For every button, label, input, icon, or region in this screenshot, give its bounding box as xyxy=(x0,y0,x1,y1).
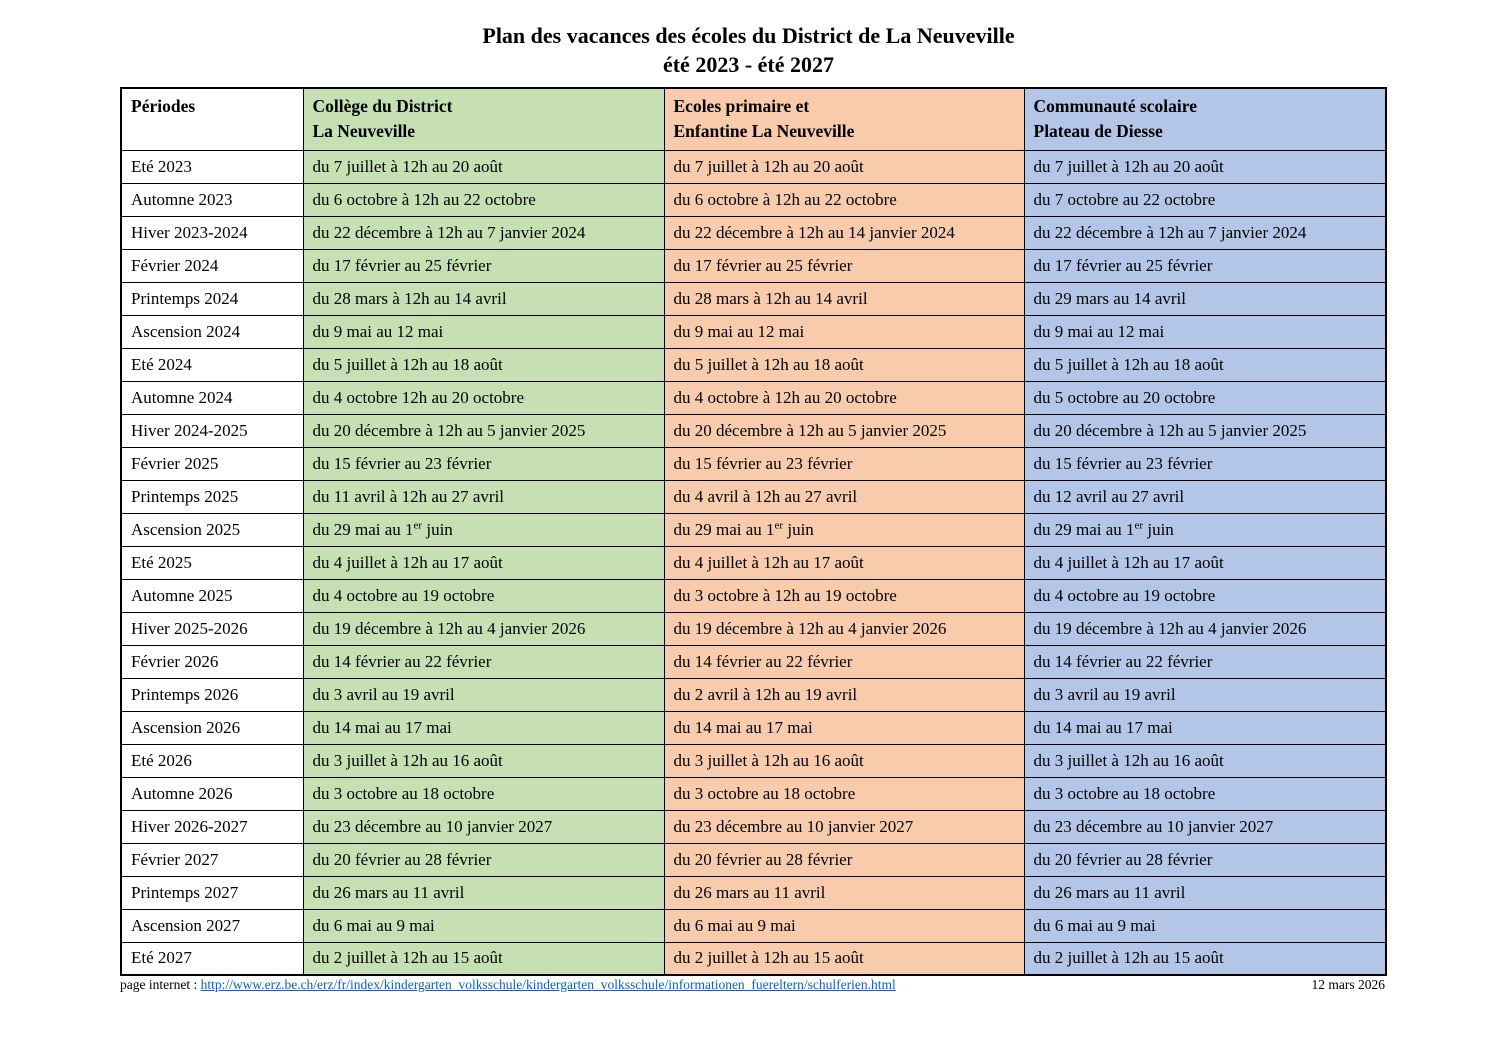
ecoles-cell: du 3 juillet à 12h au 16 août xyxy=(664,744,1024,777)
ecoles-cell: du 7 juillet à 12h au 20 août xyxy=(664,150,1024,183)
column-header-label: Communauté scolaire xyxy=(1033,96,1197,116)
college-cell: du 4 octobre au 19 octobre xyxy=(303,579,664,612)
ecoles-cell: du 3 octobre au 18 octobre xyxy=(664,777,1024,810)
ecoles-cell: du 26 mars au 11 avril xyxy=(664,876,1024,909)
periode-cell: Ascension 2026 xyxy=(121,711,303,744)
table-row xyxy=(121,381,1386,414)
college-cell: du 23 décembre au 10 janvier 2027 xyxy=(303,810,664,843)
college-cell: du 29 mai au 1er juin xyxy=(303,513,664,546)
college-cell: du 22 décembre à 12h au 7 janvier 2024 xyxy=(303,216,664,249)
ecoles-cell: du 3 octobre à 12h au 19 octobre xyxy=(664,579,1024,612)
column-header-label: Plateau de Diesse xyxy=(1033,121,1163,141)
communaute-cell: du 3 octobre au 18 octobre xyxy=(1024,777,1386,810)
vacation-schedule-table xyxy=(120,87,1387,976)
communaute-cell: du 4 octobre au 19 octobre xyxy=(1024,579,1386,612)
table-row xyxy=(121,711,1386,744)
ecoles-cell: du 22 décembre à 12h au 14 janvier 2024 xyxy=(664,216,1024,249)
column-header-ecoles xyxy=(664,88,1024,150)
ecoles-cell: du 17 février au 25 février xyxy=(664,249,1024,282)
column-header-periodes xyxy=(121,88,303,150)
table-row xyxy=(121,546,1386,579)
college-cell: du 15 février au 23 février xyxy=(303,447,664,480)
ecoles-cell: du 2 juillet à 12h au 15 août xyxy=(664,942,1024,975)
table-row xyxy=(121,183,1386,216)
page-footer xyxy=(120,977,1385,993)
column-header-label: Enfantine La Neuveville xyxy=(673,121,855,141)
periode-cell: Hiver 2025-2026 xyxy=(121,612,303,645)
footer-date: 12 mars 2026 xyxy=(1311,977,1385,992)
college-cell: du 3 juillet à 12h au 16 août xyxy=(303,744,664,777)
column-header-college xyxy=(303,88,664,150)
communaute-cell: du 17 février au 25 février xyxy=(1024,249,1386,282)
communaute-cell: du 19 décembre à 12h au 4 janvier 2026 xyxy=(1024,612,1386,645)
periode-cell: Février 2024 xyxy=(121,249,303,282)
periode-cell: Ascension 2024 xyxy=(121,315,303,348)
communaute-cell: du 3 avril au 19 avril xyxy=(1024,678,1386,711)
column-header-communaute xyxy=(1024,88,1386,150)
ecoles-cell: du 9 mai au 12 mai xyxy=(664,315,1024,348)
ecoles-cell: du 5 juillet à 12h au 18 août xyxy=(664,348,1024,381)
periode-cell: Printemps 2025 xyxy=(121,480,303,513)
college-cell: du 20 décembre à 12h au 5 janvier 2025 xyxy=(303,414,664,447)
college-cell: du 3 avril au 19 avril xyxy=(303,678,664,711)
footer-label: page internet : xyxy=(120,977,201,992)
page-title xyxy=(0,0,1497,79)
communaute-cell: du 7 juillet à 12h au 20 août xyxy=(1024,150,1386,183)
periode-cell: Eté 2026 xyxy=(121,744,303,777)
table-row xyxy=(121,744,1386,777)
communaute-cell: du 5 octobre au 20 octobre xyxy=(1024,381,1386,414)
periode-cell: Hiver 2023-2024 xyxy=(121,216,303,249)
college-cell: du 17 février au 25 février xyxy=(303,249,664,282)
periode-cell: Automne 2025 xyxy=(121,579,303,612)
footer-url-link[interactable]: http://www.erz.be.ch/erz/fr/index/kindergarten_volksschule/kindergarten_volksschule/informationen_fuereltern/schulferien.html xyxy=(200,977,896,992)
table-row xyxy=(121,843,1386,876)
periode-cell: Ascension 2025 xyxy=(121,513,303,546)
periode-cell: Printemps 2027 xyxy=(121,876,303,909)
periode-cell: Eté 2024 xyxy=(121,348,303,381)
college-cell: du 14 mai au 17 mai xyxy=(303,711,664,744)
ecoles-cell: du 14 février au 22 février xyxy=(664,645,1024,678)
ecoles-cell: du 14 mai au 17 mai xyxy=(664,711,1024,744)
communaute-cell: du 29 mars au 14 avril xyxy=(1024,282,1386,315)
table-row xyxy=(121,150,1386,183)
ecoles-cell: du 6 mai au 9 mai xyxy=(664,909,1024,942)
table-row xyxy=(121,480,1386,513)
college-cell: du 7 juillet à 12h au 20 août xyxy=(303,150,664,183)
communaute-cell: du 20 février au 28 février xyxy=(1024,843,1386,876)
footer-left xyxy=(120,977,896,993)
communaute-cell: du 26 mars au 11 avril xyxy=(1024,876,1386,909)
college-cell: du 14 février au 22 février xyxy=(303,645,664,678)
ecoles-cell: du 15 février au 23 février xyxy=(664,447,1024,480)
column-header-label: Périodes xyxy=(131,96,196,116)
communaute-cell: du 3 juillet à 12h au 16 août xyxy=(1024,744,1386,777)
periode-cell: Ascension 2027 xyxy=(121,909,303,942)
table-header xyxy=(121,88,1386,150)
table-row xyxy=(121,249,1386,282)
ecoles-cell: du 6 octobre à 12h au 22 octobre xyxy=(664,183,1024,216)
header-row xyxy=(121,88,1386,150)
college-cell: du 3 octobre au 18 octobre xyxy=(303,777,664,810)
table-row xyxy=(121,447,1386,480)
communaute-cell: du 14 mai au 17 mai xyxy=(1024,711,1386,744)
periode-cell: Printemps 2026 xyxy=(121,678,303,711)
table-row xyxy=(121,678,1386,711)
table-row xyxy=(121,216,1386,249)
ecoles-cell: du 4 octobre à 12h au 20 octobre xyxy=(664,381,1024,414)
college-cell: du 5 juillet à 12h au 18 août xyxy=(303,348,664,381)
communaute-cell: du 12 avril au 27 avril xyxy=(1024,480,1386,513)
column-header-label: Collège du District xyxy=(312,96,453,116)
college-cell: du 20 février au 28 février xyxy=(303,843,664,876)
periode-cell: Hiver 2026-2027 xyxy=(121,810,303,843)
table-row xyxy=(121,513,1386,546)
communaute-cell: du 22 décembre à 12h au 7 janvier 2024 xyxy=(1024,216,1386,249)
periode-cell: Eté 2025 xyxy=(121,546,303,579)
table-row xyxy=(121,810,1386,843)
college-cell: du 28 mars à 12h au 14 avril xyxy=(303,282,664,315)
periode-cell: Automne 2026 xyxy=(121,777,303,810)
ecoles-cell: du 2 avril à 12h au 19 avril xyxy=(664,678,1024,711)
page-title-line1: Plan des vacances des écoles du District de La Neuveville xyxy=(482,23,1015,48)
communaute-cell: du 9 mai au 12 mai xyxy=(1024,315,1386,348)
page-title-line2: été 2023 - été 2027 xyxy=(662,52,835,77)
periode-cell: Février 2027 xyxy=(121,843,303,876)
periode-cell: Eté 2027 xyxy=(121,942,303,975)
college-cell: du 19 décembre à 12h au 4 janvier 2026 xyxy=(303,612,664,645)
table-row xyxy=(121,777,1386,810)
ecoles-cell: du 4 juillet à 12h au 17 août xyxy=(664,546,1024,579)
college-cell: du 4 juillet à 12h au 17 août xyxy=(303,546,664,579)
table-row xyxy=(121,612,1386,645)
periode-cell: Hiver 2024-2025 xyxy=(121,414,303,447)
college-cell: du 6 mai au 9 mai xyxy=(303,909,664,942)
college-cell: du 26 mars au 11 avril xyxy=(303,876,664,909)
ecoles-cell: du 20 février au 28 février xyxy=(664,843,1024,876)
communaute-cell: du 23 décembre au 10 janvier 2027 xyxy=(1024,810,1386,843)
table-row xyxy=(121,909,1386,942)
table-row xyxy=(121,579,1386,612)
ecoles-cell: du 20 décembre à 12h au 5 janvier 2025 xyxy=(664,414,1024,447)
periode-cell: Février 2025 xyxy=(121,447,303,480)
communaute-cell: du 29 mai au 1er juin xyxy=(1024,513,1386,546)
ecoles-cell: du 29 mai au 1er juin xyxy=(664,513,1024,546)
communaute-cell: du 5 juillet à 12h au 18 août xyxy=(1024,348,1386,381)
table-row xyxy=(121,282,1386,315)
communaute-cell: du 2 juillet à 12h au 15 août xyxy=(1024,942,1386,975)
ecoles-cell: du 19 décembre à 12h au 4 janvier 2026 xyxy=(664,612,1024,645)
table-row xyxy=(121,414,1386,447)
college-cell: du 4 octobre 12h au 20 octobre xyxy=(303,381,664,414)
table-row xyxy=(121,942,1386,975)
communaute-cell: du 15 février au 23 février xyxy=(1024,447,1386,480)
communaute-cell: du 6 mai au 9 mai xyxy=(1024,909,1386,942)
table-row xyxy=(121,645,1386,678)
periode-cell: Automne 2024 xyxy=(121,381,303,414)
communaute-cell: du 14 février au 22 février xyxy=(1024,645,1386,678)
column-header-label: Ecoles primaire et xyxy=(673,96,810,116)
vacation-table-body xyxy=(121,150,1386,975)
communaute-cell: du 20 décembre à 12h au 5 janvier 2025 xyxy=(1024,414,1386,447)
ecoles-cell: du 23 décembre au 10 janvier 2027 xyxy=(664,810,1024,843)
ecoles-cell: du 28 mars à 12h au 14 avril xyxy=(664,282,1024,315)
column-header-label: La Neuveville xyxy=(312,121,416,141)
college-cell: du 6 octobre à 12h au 22 octobre xyxy=(303,183,664,216)
ecoles-cell: du 4 avril à 12h au 27 avril xyxy=(664,480,1024,513)
college-cell: du 2 juillet à 12h au 15 août xyxy=(303,942,664,975)
communaute-cell: du 7 octobre au 22 octobre xyxy=(1024,183,1386,216)
periode-cell: Février 2026 xyxy=(121,645,303,678)
table-row xyxy=(121,876,1386,909)
college-cell: du 9 mai au 12 mai xyxy=(303,315,664,348)
periode-cell: Automne 2023 xyxy=(121,183,303,216)
table-row xyxy=(121,348,1386,381)
communaute-cell: du 4 juillet à 12h au 17 août xyxy=(1024,546,1386,579)
periode-cell: Printemps 2024 xyxy=(121,282,303,315)
periode-cell: Eté 2023 xyxy=(121,150,303,183)
table-row xyxy=(121,315,1386,348)
college-cell: du 11 avril à 12h au 27 avril xyxy=(303,480,664,513)
